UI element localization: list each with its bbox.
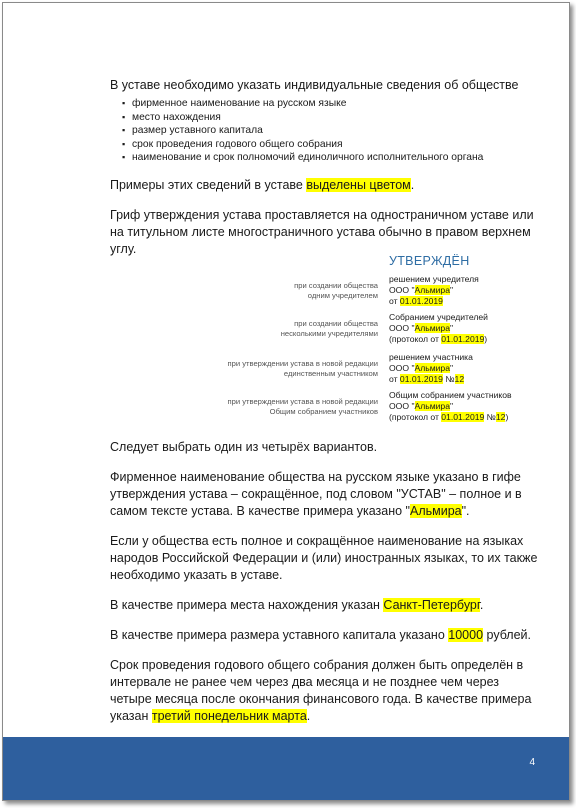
name-end: ".	[461, 504, 470, 518]
name-paragraph	[110, 469, 540, 520]
highlighted-text: 01.01.2019	[399, 374, 443, 384]
approval-text: (протокол от	[389, 412, 442, 422]
approval-value-line	[389, 374, 473, 385]
location-text: В качестве примера места нахождения указан	[110, 598, 384, 612]
approval-label-line: при создании общества	[294, 319, 378, 328]
approval-value-line	[389, 296, 479, 307]
approval-row-value	[389, 352, 473, 385]
approval-label-line: Общим собранием участников	[269, 407, 378, 416]
highlighted-text: Альмира	[414, 363, 450, 373]
approval-text: "	[450, 285, 454, 295]
approval-label-line: при утверждении устава в новой редакции	[227, 359, 378, 368]
approval-value-line	[389, 285, 479, 296]
details-list	[110, 97, 540, 165]
list-item: ▪ наименование и срок полномочий единоличного исполнительного органа	[122, 151, 540, 165]
highlighted-text: выделены цветом	[306, 177, 411, 192]
approval-row-value	[389, 390, 512, 423]
examples-paragraph	[110, 177, 540, 194]
approval-text: (протокол от	[389, 334, 442, 344]
approval-value-line	[389, 352, 473, 363]
approval-text: )	[484, 334, 488, 344]
approval-text: Собранием учредителей	[389, 312, 488, 322]
approval-text: №	[442, 374, 455, 384]
meeting-paragraph	[110, 657, 540, 725]
approval-value-line	[389, 334, 488, 345]
approval-value-line	[389, 412, 512, 423]
approval-row-value	[389, 312, 488, 345]
capital-text: В качестве примера размера уставного капитала указано	[110, 628, 449, 642]
highlighted-text: 10000	[448, 628, 484, 642]
highlighted-text: 01.01.2019	[441, 334, 485, 344]
approval-row-label	[228, 359, 378, 379]
highlighted-text: Санкт-Петербург	[383, 598, 480, 612]
approval-text: решением учредителя	[389, 274, 479, 284]
approval-text: №	[484, 412, 496, 422]
approval-label-line: при утверждении устава в новой редакции	[227, 397, 378, 406]
approval-value-line	[389, 401, 512, 412]
list-item: ▪ размер уставного капитала	[122, 124, 540, 138]
approval-text: Общим собранием участников	[389, 390, 512, 400]
intro-text: В уставе необходимо указать индивидуальные сведения об обществе	[110, 78, 519, 92]
approval-row-label	[281, 319, 378, 339]
list-item: ▪ фирменное наименование на русском языке	[122, 97, 540, 111]
meeting-end: .	[306, 709, 311, 723]
highlighted-text: Альмира	[414, 323, 450, 333]
highlighted-text: 01.01.2019	[399, 296, 443, 306]
top-content	[110, 77, 540, 258]
approval-value-line	[389, 390, 512, 401]
stamp-paragraph: Гриф утверждения устава проставляется на одностраничном уставе или на титульном листе многостраничного устава обычно в правом верхнем углу.	[110, 207, 534, 256]
approval-label-line: одним учредителем	[307, 291, 378, 300]
document-page	[2, 2, 570, 801]
examples-end: .	[410, 177, 415, 192]
highlighted-text: 01.01.2019	[441, 412, 485, 422]
location-paragraph	[110, 597, 540, 614]
approval-stamp-block	[113, 254, 533, 434]
examples-text: Примеры этих сведений в уставе	[110, 177, 307, 192]
highlighted-text: Альмира	[414, 401, 450, 411]
meeting-text: Срок проведения годового общего собрания должен быть определён в интервале не ранее чем через два месяца и не позднее чем через четыре месяца после окончания финансового года. В качестве примера указан	[110, 658, 532, 723]
approval-text: решением участника	[389, 352, 473, 362]
list-item: ▪ срок проведения годового общего собрания	[122, 138, 540, 152]
approval-row-label	[294, 281, 378, 301]
approval-text: "	[450, 401, 454, 411]
location-end: .	[479, 598, 484, 612]
bottom-content	[110, 439, 540, 725]
approval-title: УТВЕРЖДЁН	[389, 254, 470, 268]
approval-value-line	[389, 363, 473, 374]
approval-text: ООО "	[389, 285, 415, 295]
list-item: ▪ место нахождения	[122, 111, 540, 125]
highlighted-text: 12	[454, 374, 465, 384]
approval-text: )	[505, 412, 509, 422]
choose-paragraph: Следует выбрать один из четырёх вариантов.	[110, 440, 378, 454]
approval-text: ООО "	[389, 401, 415, 411]
approval-label-line: при создании общества	[294, 281, 378, 290]
capital-end: рублей.	[483, 628, 532, 642]
page-number: 4	[529, 757, 535, 768]
approval-text: "	[450, 323, 454, 333]
approval-row-value	[389, 274, 479, 307]
page-footer	[3, 737, 569, 800]
approval-text: "	[450, 363, 454, 373]
approval-value-line	[389, 312, 488, 323]
approval-row-label	[228, 397, 378, 417]
approval-text: от	[389, 374, 400, 384]
approval-value-line	[389, 323, 488, 334]
approval-text: ООО "	[389, 323, 415, 333]
capital-paragraph	[110, 627, 540, 644]
approval-text: ООО "	[389, 363, 415, 373]
highlighted-text: 12	[495, 412, 506, 422]
approval-label-line: единственным участником	[283, 369, 378, 378]
approval-value-line	[389, 274, 479, 285]
highlighted-text: третий понедельник марта	[151, 709, 307, 723]
highlighted-text: Альмира	[410, 504, 462, 518]
highlighted-text: Альмира	[414, 285, 450, 295]
approval-label-line: несколькими учредителями	[280, 329, 378, 338]
name-text: Фирменное наименование общества на русском языке указано в гифе утверждения устава – сокращённое, под словом "УСТАВ" – полное и в самом тексте устава. В качестве примера указано "	[110, 470, 522, 518]
languages-paragraph: Если у общества есть полное и сокращённое наименование на языках народов Российской Федерации и (или) иностранных языках, то их также необходимо указать в уставе.	[110, 534, 538, 582]
approval-text: от	[389, 296, 400, 306]
